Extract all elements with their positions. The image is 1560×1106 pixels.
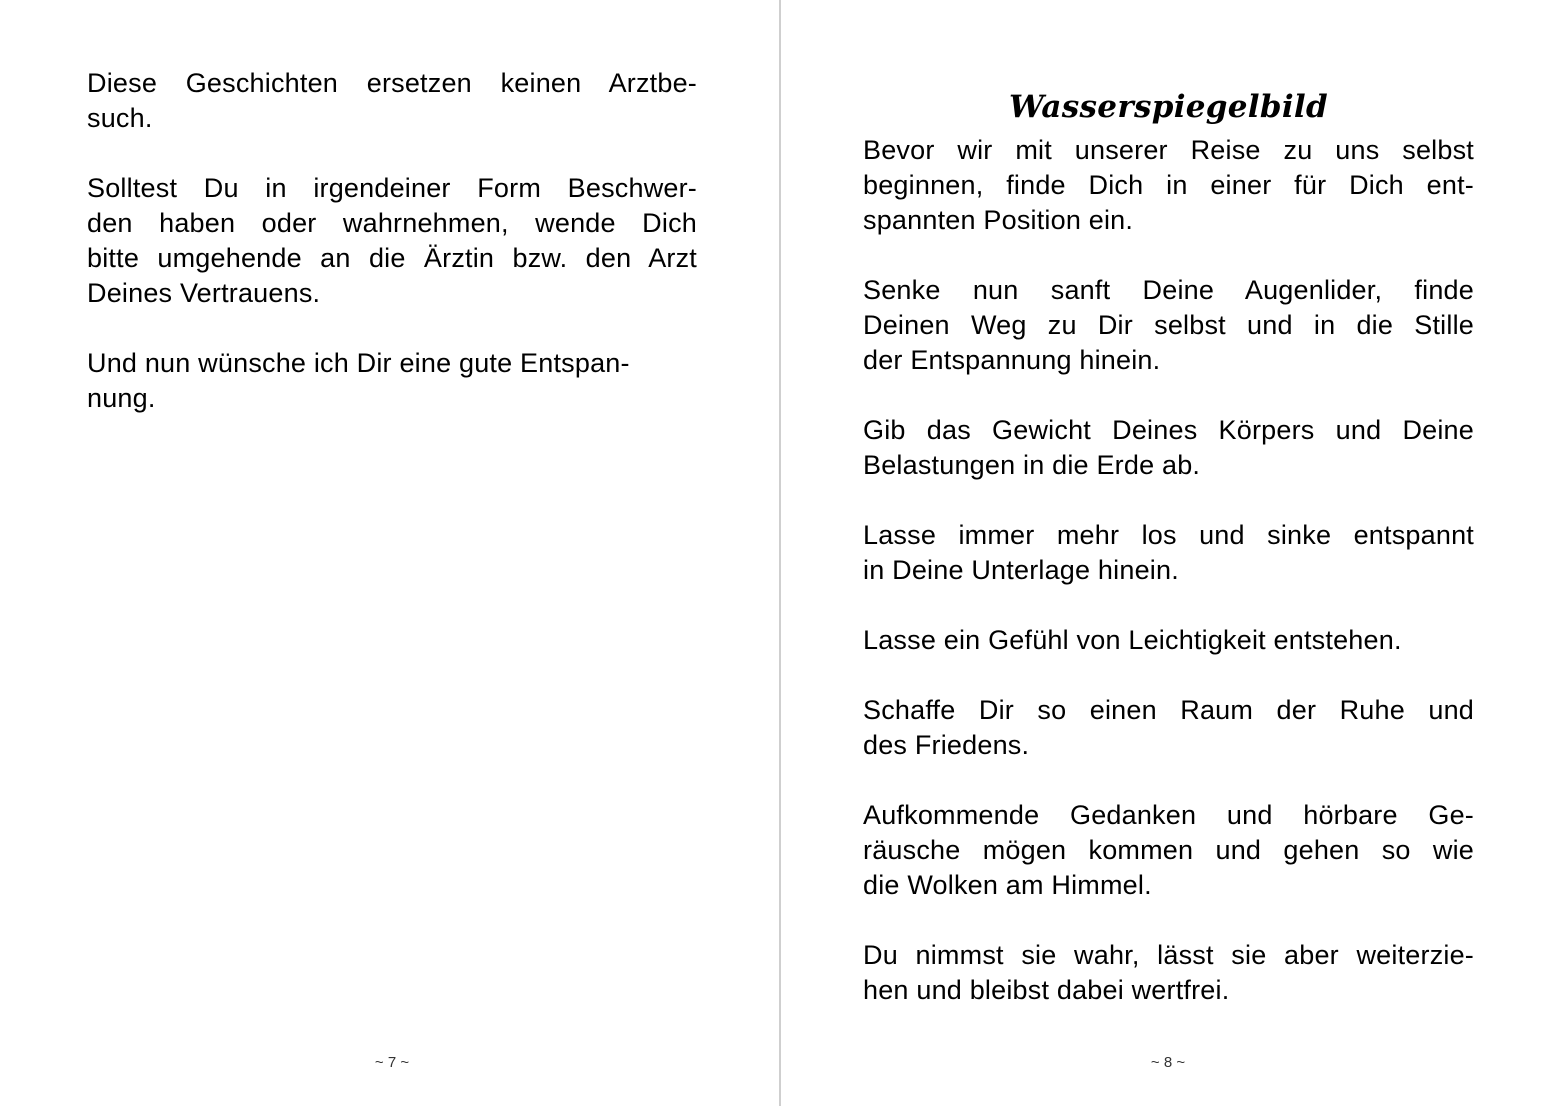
paragraph: [87, 66, 697, 136]
paragraph: [863, 623, 1474, 658]
text-line: nung.: [87, 383, 156, 413]
text-line: Lasse ein Gefühl von Leichtigkeit entstehen.: [863, 625, 1402, 655]
text-line: Belastungen in die Erde ab.: [863, 450, 1201, 480]
text-line: Schaffe Dir so einen Raum der Ruhe und: [863, 695, 1474, 725]
text-line: Bevor wir mit unserer Reise zu uns selbst: [863, 135, 1474, 165]
paragraph: [87, 171, 697, 311]
paragraph: [863, 938, 1474, 1008]
text-line: beginnen, finde Dich in einer für Dich ent-: [863, 170, 1474, 200]
text-line: die Wolken am Himmel.: [863, 870, 1152, 900]
text-line: in Deine Unterlage hinein.: [863, 555, 1179, 585]
paragraph: [87, 346, 697, 416]
paragraph: [863, 133, 1474, 238]
text-line: Lasse immer mehr los und sinke entspannt: [863, 520, 1474, 550]
page-number: ~ 7 ~: [374, 1054, 410, 1071]
text-line: räusche mögen kommen und gehen so wie: [863, 835, 1474, 865]
paragraph: [863, 693, 1474, 763]
paragraph: [863, 518, 1474, 588]
text-line: des Friedens.: [863, 730, 1030, 760]
right-page-body: [863, 133, 1474, 1043]
paragraph: [863, 413, 1474, 483]
left-page-body: [87, 66, 697, 451]
text-line: Senke nun sanft Deine Augenlider, finde: [863, 275, 1474, 305]
text-line: Deinen Weg zu Dir selbst und in die Stille: [863, 310, 1474, 340]
chapter-title: Wasserspiegelbild: [1009, 88, 1328, 125]
page-number: ~ 8 ~: [1150, 1054, 1186, 1071]
text-line: Deines Vertrauens.: [87, 278, 321, 308]
text-line: Du nimmst sie wahr, lässt sie aber weiterzie-: [863, 940, 1474, 970]
text-line: Solltest Du in irgendeiner Form Beschwer-: [87, 173, 697, 203]
paragraph: [863, 798, 1474, 903]
text-line: Gib das Gewicht Deines Körpers und Deine: [863, 415, 1474, 445]
text-line: Diese Geschichten ersetzen keinen Arztbe-: [87, 68, 697, 98]
paragraph: [863, 273, 1474, 378]
text-line: bitte umgehende an die Ärztin bzw. den Arzt: [87, 243, 697, 273]
text-line: spannten Position ein.: [863, 205, 1134, 235]
text-line: Aufkommende Gedanken und hörbare Ge-: [863, 800, 1474, 830]
text-line: der Entspannung hinein.: [863, 345, 1161, 375]
right-page: [781, 0, 1560, 1106]
text-line: den haben oder wahrnehmen, wende Dich: [87, 208, 697, 238]
text-line: hen und bleibst dabei wertfrei.: [863, 975, 1230, 1005]
text-line: Und nun wünsche ich Dir eine gute Entspan-: [87, 348, 630, 378]
text-line: such.: [87, 103, 153, 133]
